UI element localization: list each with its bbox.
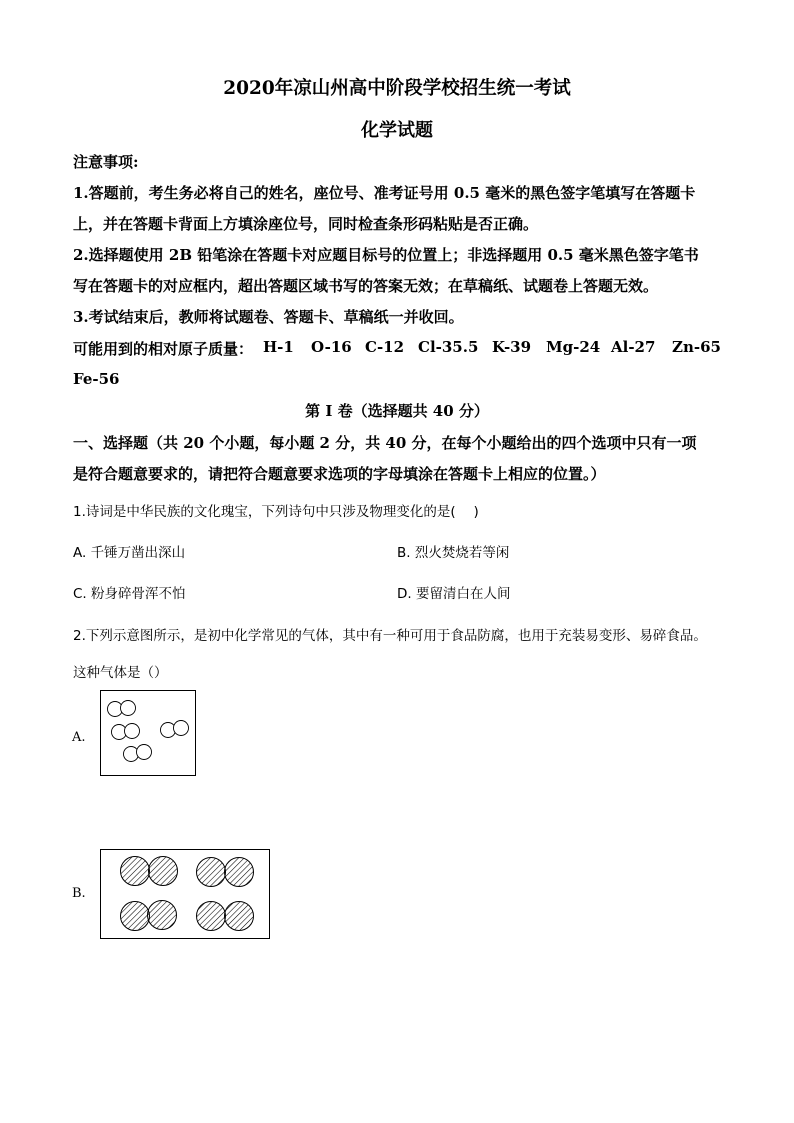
atomic-mass-line [73,338,733,358]
atom-circle [197,902,226,931]
atomic-mass-item: Fe-56 [73,370,120,388]
q1-option-b: B. 烈火焚烧若等闲 [397,545,510,561]
q1-option-a: A. 千锤万凿出深山 [73,545,186,561]
atom-circle [161,723,176,738]
atom-circle [149,857,178,886]
atomic-mass-item: Al-27 [611,338,656,356]
q1-option-d: D. 要留清白在人间 [397,586,511,602]
atomic-mass-item: Mg-24 [546,338,601,356]
notice-line-2b: 写在答题卡的对应框内，超出答题区域书写的答案无效；在草稿纸、试题卷上答题无效。 [73,277,659,295]
atom-circle [124,747,139,762]
notice-line-1b: 上，并在答题卡背面上方填涂座位号，同时检查条形码粘贴是否正确。 [73,215,539,233]
notice-line-2a: 2.选择题使用 2B 铅笔涂在答题卡对应题目标号的位置上；非选择题用 0.5 毫米黑色签字笔书 [73,246,699,264]
q2-label-a: A. [72,730,86,745]
exam-subtitle: 化学试题 [361,120,433,141]
atom-circle [225,902,254,931]
atom-circle [197,858,226,887]
atomic-mass-item: H-1 [263,338,294,356]
section-instruction-1: 一、选择题（共 20 个小题，每小题 2 分，共 40 分，在每个小题给出的四个选项中只有一项 [73,434,697,452]
notice-line-1a: 1.答题前，考生务必将自己的姓名，座位号、准考证号用 0.5 毫米的黑色签字笔填写在答题卡 [73,184,696,202]
section-heading: 第 I 卷（选择题共 40 分） [305,402,489,420]
atom-circle [125,724,140,739]
atomic-mass-item: Zn-65 [672,338,721,356]
atom-circle [225,858,254,887]
notice-line-3: 3.考试结束后，教师将试题卷、答题卡、草稿纸一并收回。 [73,308,464,326]
exam-title: 2020年凉山州高中阶段学校招生统一考试 [223,78,571,99]
q2-diagram-a [100,690,197,777]
section-instruction-2: 是符合题意要求的，请把符合题意要求选项的字母填涂在答题卡上相应的位置。） [73,465,606,483]
notice-heading: 注意事项: [73,153,139,171]
atom-circle [137,745,152,760]
atomic-mass-item: Cl-35.5 [418,338,479,356]
atom-circle [148,901,177,930]
atom-circle [121,902,150,931]
q2-label-b: B. [72,886,86,901]
atomic-mass-item: O-16 [311,338,352,356]
atom-circle [174,721,189,736]
q2-stem-line-2: 这种气体是（） [73,665,168,681]
atomic-mass-item: C-12 [365,338,405,356]
atomic-mass-label: 可能用到的相对原子质量： [73,340,254,358]
atom-circle [121,701,136,716]
q1-option-c: C. 粉身碎骨浑不怕 [73,586,186,602]
q1-stem: 1.诗词是中华民族的文化瑰宝，下列诗句中只涉及物理变化的是( ) [73,504,479,520]
q2-diagram-b [100,849,271,940]
atom-circle [121,857,150,886]
q2-stem-line-1: 2.下列示意图所示，是初中化学常见的气体，其中有一种可用于食品防腐，也用于充装易变形、易碎食品。 [73,628,707,644]
atomic-mass-item: K-39 [492,338,532,356]
